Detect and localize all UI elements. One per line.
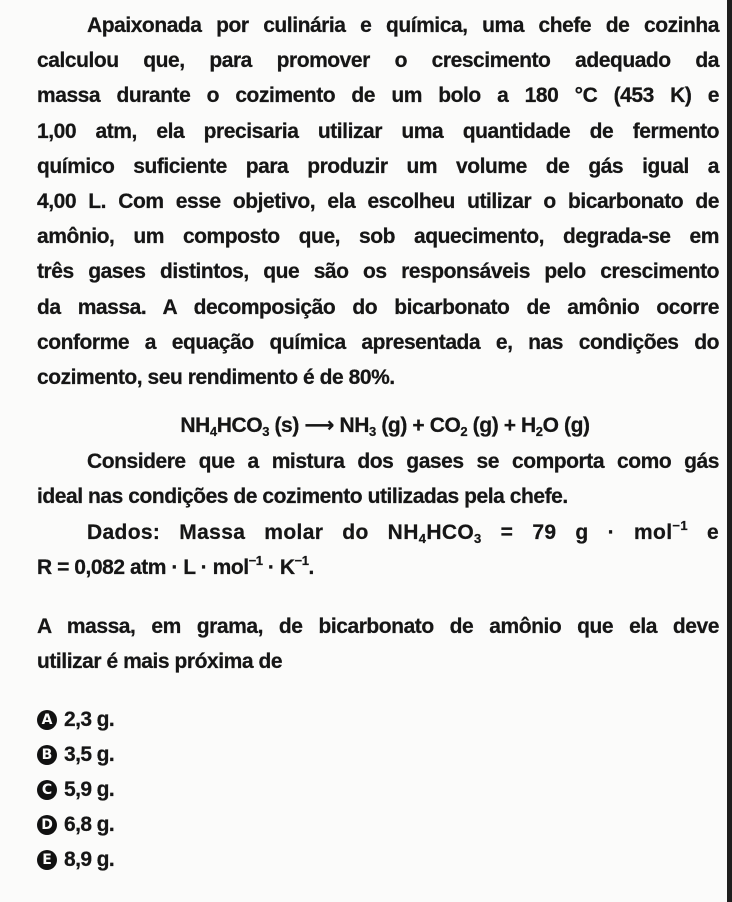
subscript: 3	[474, 530, 482, 546]
intro-line: 4,00 L. Com esse objetivo, ela escolheu utilizar o bicarbonato de	[37, 190, 719, 214]
data-text: Dados: Massa molar do NH	[87, 520, 419, 544]
option-letter-badge-icon: D	[37, 815, 57, 835]
data-text: e	[687, 520, 720, 544]
plus-sign: +	[498, 414, 522, 438]
intro-paragraph	[37, 8, 719, 395]
question-line: A massa, em grama, de bicarbonato de amônio que ela deve	[37, 615, 719, 639]
option-a[interactable]	[37, 702, 719, 737]
formula-part: HCO	[216, 414, 263, 438]
data-text: · K	[262, 555, 295, 579]
reaction-arrow-icon: ⟶	[298, 414, 340, 438]
gas-constant-line	[37, 550, 719, 585]
data-text: = 79 g · mol	[481, 520, 673, 544]
subscript: 2	[535, 424, 543, 440]
option-text: 5,9 g.	[64, 777, 115, 801]
option-letter-badge-icon: A	[37, 710, 57, 730]
data-text: R = 0,082 atm · L · mol	[37, 555, 249, 579]
intro-line: Apaixonada por culinária e química, uma chefe de cozinha	[87, 14, 719, 37]
intro-line: químico suficiente para produzir um volume de gás igual a	[37, 154, 719, 178]
consider-line: Considere que a mistura dos gases se comporta como gás	[87, 450, 719, 474]
option-e[interactable]	[37, 842, 719, 877]
question-line: utilizar é mais próxima de	[37, 650, 283, 674]
subscript: 4	[418, 530, 427, 546]
scan-edge-strip	[727, 0, 732, 902]
option-c[interactable]	[37, 772, 719, 807]
subscript: 2	[460, 424, 468, 440]
formula-part: CO	[429, 414, 461, 438]
intro-line: da massa. A decomposição do bicarbonato de amônio ocorre	[37, 295, 719, 319]
answer-options	[37, 702, 719, 877]
data-text: .	[308, 555, 314, 579]
intro-line: calculou que, para promover o crescimento adequado da	[37, 49, 719, 73]
state-label: (g)	[558, 414, 590, 438]
intro-line: massa durante o cozimento de um bolo a 180 °C (453 K) e	[37, 84, 719, 108]
option-text: 8,9 g.	[64, 847, 115, 871]
data-text: HCO	[426, 520, 475, 544]
question-prompt	[37, 609, 719, 679]
intro-line: 1,00 atm, ela precisaria utilizar uma quantidade de fermento	[37, 119, 719, 143]
state-label: (s)	[269, 414, 299, 438]
intro-line: cozimento, seu rendimento é de 80%.	[37, 366, 395, 390]
product-co2	[429, 414, 499, 440]
state-label: (g)	[467, 414, 499, 438]
option-letter-badge-icon: C	[37, 780, 57, 800]
product-nh3	[339, 414, 407, 440]
intro-line: conforme a equação química apresentada e, nas condições do	[37, 330, 719, 354]
option-text: 3,5 g.	[64, 742, 115, 766]
state-label: (g)	[375, 414, 407, 438]
option-letter-badge-icon: E	[37, 850, 57, 870]
formula-part: NH	[180, 414, 210, 438]
subscript: 3	[262, 424, 270, 440]
intro-line: amônio, um composto que, sob aquecimento, degrada-se em	[37, 225, 719, 249]
reactant-nh4hco3	[180, 414, 299, 440]
superscript: −1	[672, 517, 688, 533]
option-d[interactable]	[37, 807, 719, 842]
option-b[interactable]	[37, 737, 719, 772]
superscript: −1	[248, 552, 263, 568]
subscript: 3	[369, 424, 376, 440]
option-letter-badge-icon: B	[37, 745, 57, 765]
superscript: −1	[294, 552, 309, 568]
data-paragraph	[37, 515, 719, 585]
formula-part: H	[521, 414, 536, 438]
formula-part: O	[542, 414, 559, 438]
molar-mass-line	[37, 515, 719, 550]
intro-line: três gases distintos, que são os responsáveis pelo crescimento	[37, 260, 719, 284]
formula-part: NH	[339, 414, 370, 438]
subscript: 4	[209, 424, 217, 440]
option-text: 2,3 g.	[64, 707, 115, 731]
question-page	[37, 8, 719, 877]
ideal-gas-paragraph	[37, 444, 719, 514]
product-h2o	[521, 414, 590, 440]
chemical-equation	[37, 408, 719, 443]
option-text: 6,8 g.	[64, 812, 115, 836]
plus-sign: +	[406, 414, 430, 438]
consider-line: ideal nas condições de cozimento utilizadas pela chefe.	[37, 485, 568, 509]
